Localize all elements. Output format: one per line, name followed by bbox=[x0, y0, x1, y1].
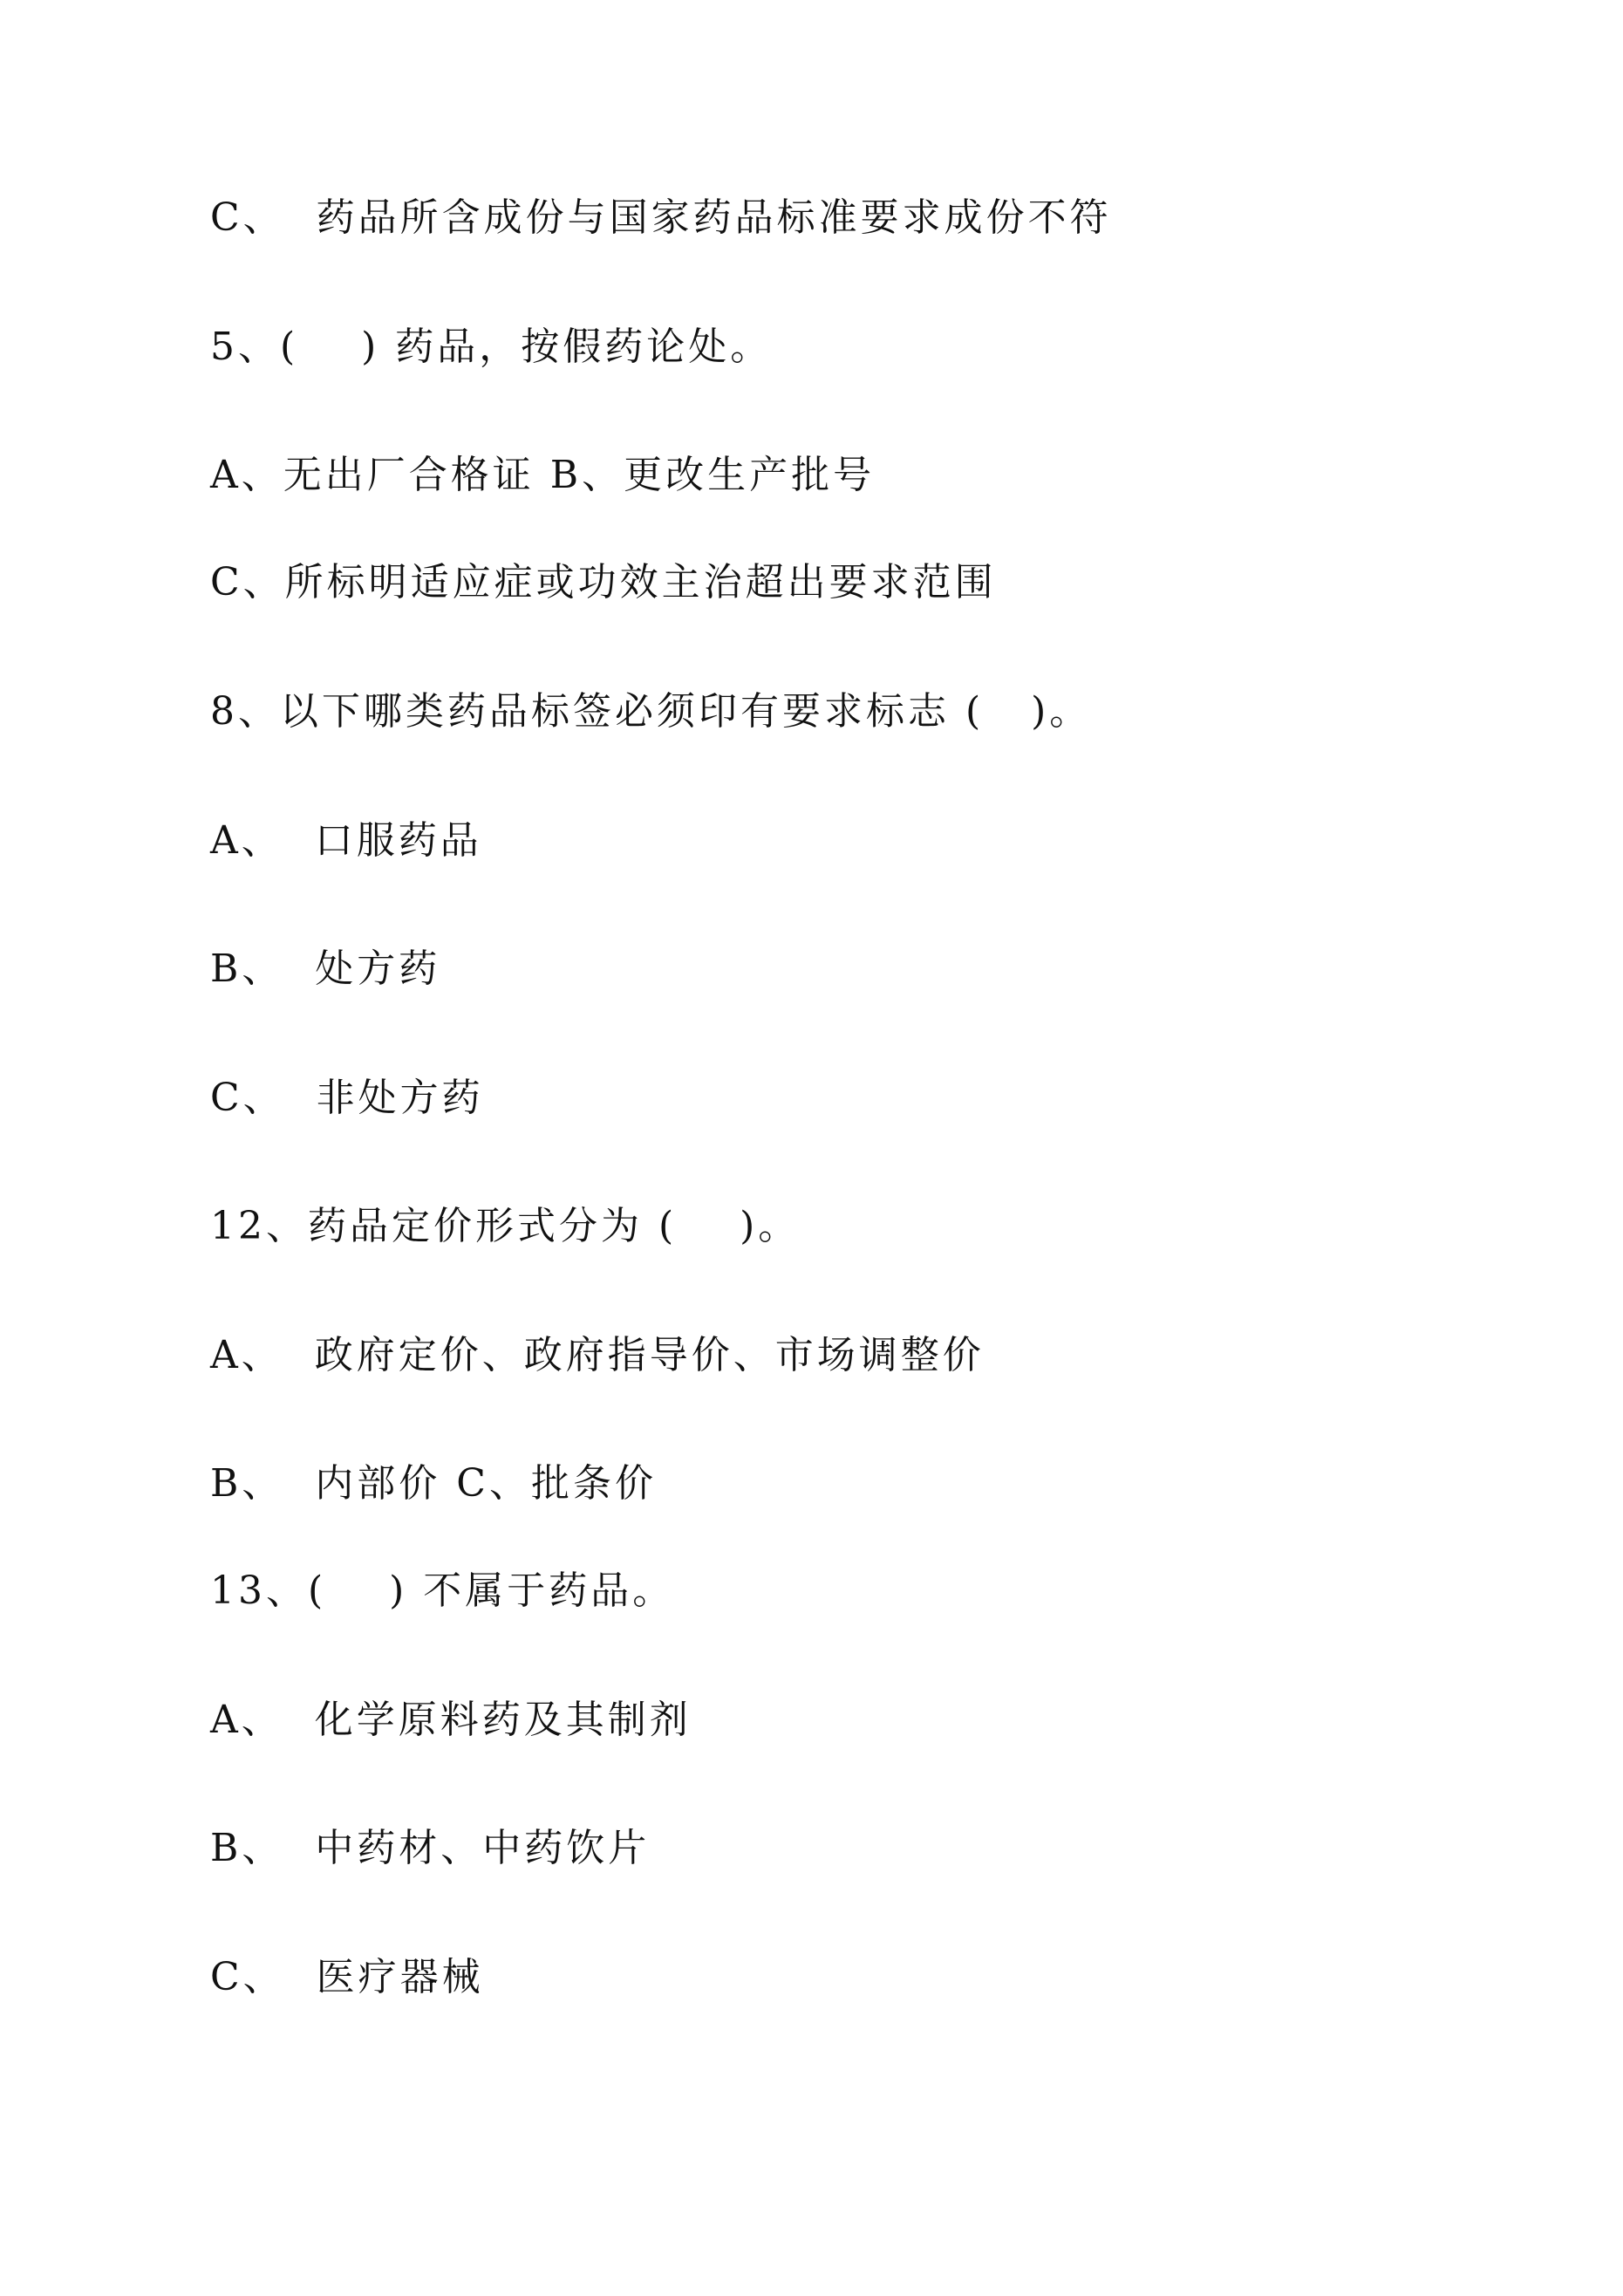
text-line-option-c-indications: C、所标明适应症或功效主治超出要求范围 bbox=[210, 560, 997, 605]
text-line-question-8: 8、以下哪类药品标签必须印有要求标志 ( )。 bbox=[210, 689, 1092, 734]
text-line-question-13: 13、( ) 不属于药品。 bbox=[210, 1568, 675, 1613]
text-line-option-b-rx: B、 处方药 bbox=[210, 946, 441, 991]
text-line-option-a-chemical: A、 化学原料药及其制剂 bbox=[210, 1698, 692, 1742]
text-line-option-b-herbal: B、 中药材、中药饮片 bbox=[210, 1826, 651, 1870]
text-line-options-b-c-pricing: B、 内部价 C、批条价 bbox=[210, 1461, 657, 1506]
text-line-option-c-devices: C、 医疗器械 bbox=[210, 1955, 484, 1999]
text-line-option-a-pricing: A、 政府定价、政府指导价、市场调整价 bbox=[210, 1333, 985, 1377]
text-line-option-c-otc: C、 非处方药 bbox=[210, 1076, 484, 1120]
text-line-options-a-b: A、无出厂合格证 B、更改生产批号 bbox=[210, 453, 876, 497]
text-line-option-a-oral: A、 口服药品 bbox=[210, 818, 482, 863]
text-line-option-c-ingredients: C、 药品所含成份与国家药品标准要求成份不符 bbox=[210, 195, 1112, 240]
text-line-question-12: 12、药品定价形式分为 ( )。 bbox=[210, 1204, 801, 1248]
text-line-question-5: 5、( ) 药品，按假药论处。 bbox=[210, 325, 773, 369]
